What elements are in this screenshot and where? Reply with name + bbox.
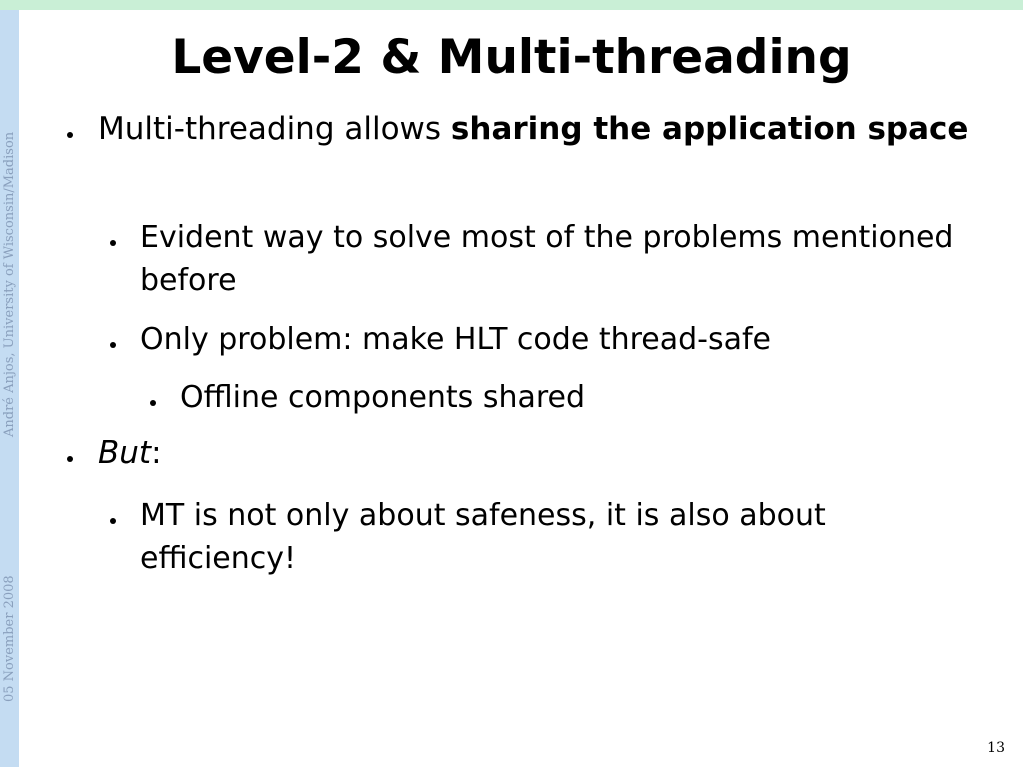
bullet-1-bold: sharing the application space bbox=[450, 111, 969, 147]
bullet-2 bbox=[98, 432, 498, 475]
bullet-dot bbox=[67, 132, 73, 138]
bullet-2-1: MT is not only about safeness, it is also about efficiency! bbox=[140, 498, 826, 576]
bullet-2-suffix: : bbox=[151, 435, 162, 471]
slide-title: Level-2 & Multi-threading bbox=[171, 30, 852, 85]
bullet-dot bbox=[150, 400, 156, 406]
sidebar-date: 05 November 2008 bbox=[2, 575, 17, 702]
bullet-dot bbox=[110, 518, 116, 524]
sidebar-author: André Anjos, University of Wisconsin/Madison bbox=[2, 131, 17, 437]
bullet-1-2: Only problem: make HLT code thread-safe bbox=[140, 322, 772, 357]
bullet-1-1: Evident way to solve most of the problems mentioned before bbox=[140, 220, 954, 298]
bullet-dot bbox=[110, 342, 116, 348]
top-accent-band bbox=[0, 0, 1023, 10]
bullet-dot bbox=[67, 456, 73, 462]
bullet-1 bbox=[98, 108, 998, 151]
bullet-1-text: Multi-threading allows bbox=[98, 111, 451, 147]
bullet-dot bbox=[110, 240, 116, 246]
bullet-1-2-1: Offline components shared bbox=[180, 380, 586, 415]
page-number: 13 bbox=[987, 740, 1005, 756]
bullet-2-italic: But bbox=[98, 435, 152, 471]
